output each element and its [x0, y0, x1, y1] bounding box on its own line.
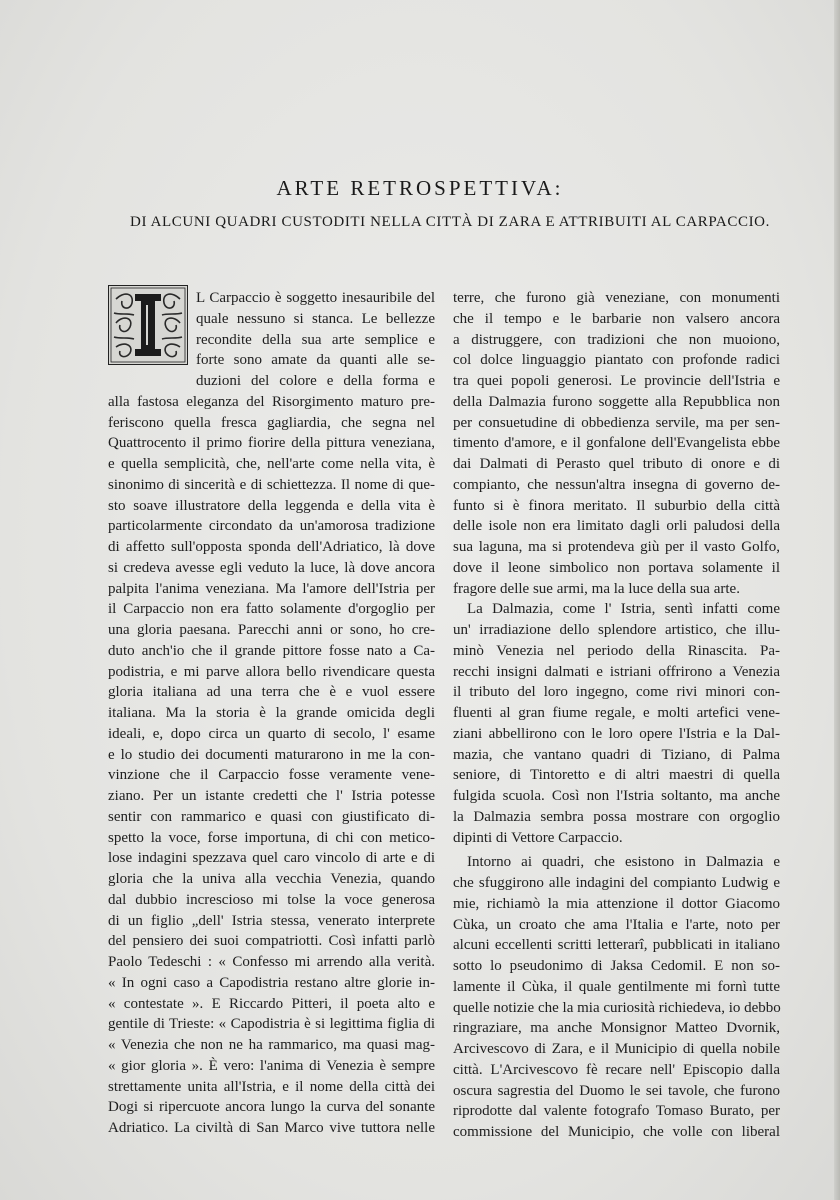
text-line: feriscono quella fresca gagliardia, che segna nel [108, 414, 435, 431]
text-line: quale nessuno si stanca. Le bellezze [196, 310, 435, 327]
text-line: città. L'Arcivescovo fè recare nell' Episcopio dalla [453, 1061, 780, 1078]
text-line: Arcivescovo di Zara, e il Municipio di quella nobile [453, 1041, 780, 1057]
text-line: sinonimo di sincerità e di schiettezza. Il nome di que- [108, 476, 435, 493]
text-line: palpita l'anima veneziana. Ma l'amore dell'Istria per [108, 580, 435, 597]
text-line: riprodotte dal valente fotografo Tomaso Burato, per [453, 1103, 780, 1120]
text-line: del pensiero dei suoi compatriotti. Così infatti parlò [108, 933, 435, 950]
text-line: gloria che la univa alla vecchia Venezia, quando [108, 871, 435, 887]
text-line: una gloria paesana. Parecchi anni or sono, ho cre- [108, 622, 435, 638]
text-line: commissione del Municipio, che volle con liberal [453, 1124, 780, 1140]
text-line: della Dalmazia furono soggette alla Repubblica non [453, 393, 780, 410]
text-line: lose indagini spezzava quel caro vincolo di arte e di [108, 850, 435, 867]
text-line: col dolce linguaggio piantato con profonde radici [453, 352, 780, 369]
text-line: ziani abbellirono con le loro opere l'Istria e la Dal- [453, 725, 780, 742]
text-line: recondite della sua arte semplice e [196, 331, 435, 348]
text-line: lamente il Cùka, il quale gentilmente mi fornì tutte [453, 978, 780, 995]
text-line: il tributo del loro ingegno, come rivi minori con- [453, 684, 780, 701]
text-line: di un figlio „dell' Istria stessa, venerato interprete [108, 912, 435, 929]
text-line: Cùka, un croato che ama l'Italia e l'arte, noto per [453, 916, 780, 933]
text-line: forte sono amate da quanti alle se- [196, 352, 435, 369]
text-line: sua laguna, ma si protendeva giù per il vasto Golfo, [453, 539, 780, 555]
text-line: mazia, che vantano quadri di Tiziano, di Palma [453, 746, 780, 763]
text-line: recchi insigni dalmati e istriani offrirono a Venezia [453, 663, 780, 680]
text-line: terre, che furono già veneziane, con monumenti [453, 290, 780, 306]
text-line: « gior gloria ». È vero: l'anima di Venezia è sempre [108, 1057, 435, 1074]
text-line: gloria italiana ad una terra che è e vuol essere [108, 684, 435, 701]
text-line: compianto, che nessun'altra insegna di governo de- [453, 476, 780, 493]
text-line: ringraziare, ma anche Monsignor Matteo Dvornik, [453, 1020, 780, 1037]
text-line: a distruggere, con tradizioni che non muoiono, [453, 331, 780, 348]
text-line: sentir con rammarico e quasi con giustificato di- [108, 808, 435, 825]
text-line: dipinti di Vettore Carpaccio. [453, 829, 623, 846]
text-line: tra quei popoli generosi. Le provincie dell'Istria e [453, 373, 780, 389]
left-column [108, 288, 435, 1139]
text-line: funto si è finora meritato. Il suburbio della città [453, 497, 780, 514]
text-line: dal dubbio increscioso mi tolse la voce generosa [108, 891, 435, 908]
text-line: che il tempo e le barbarie non valsero ancora [453, 310, 780, 327]
text-line: seniore, di Tintoretto e di altri maestri di quella [453, 767, 780, 784]
text-line: timento d'amore, e il gonfalone dell'Evangelista ebbe [453, 435, 780, 452]
text-line: dove il leone simbolico non portava solamente il [453, 559, 780, 576]
text-line: duzioni del colore e della forma e [196, 373, 435, 389]
text-line: alcuni eccellenti scritti letterarî, pubblicati in italiano [453, 937, 780, 954]
text-line: Paolo Tedeschi : « Confesso mi arrendo alla verità. [108, 954, 435, 970]
text-line: quelle notizie che la mia curiosità richiedeva, io debbo [453, 999, 781, 1016]
article-title: ARTE RETROSPETTIVA: [276, 176, 564, 200]
text-line: gentile di Trieste: « Capodistria è si legittima figlia di [108, 1016, 435, 1033]
text-line: e lo studio dei documenti maturarono in me la con- [108, 746, 435, 763]
text-line: un' irradiazione dello splendore artistico, che illu- [453, 622, 780, 638]
text-line: il Carpaccio non era fatto solamente d'orgoglio per [108, 601, 435, 618]
text-line: fragore delle sue armi, ma la luce della sua arte. [453, 580, 740, 597]
text-line: particolarmente circondato da un'amorosa tradizione [108, 518, 435, 535]
text-line: duto anch'io che il grande pittore fosse nato a Ca- [108, 642, 435, 659]
text-line: « Venezia che non ne ha rammarico, ma quasi mag- [108, 1037, 435, 1053]
text-line: Dogi si ripercuote ancora lungo la curva del sonante [108, 1099, 435, 1116]
text-line: sto soave illustratore della leggenda e della vita è [108, 497, 435, 514]
text-line: Quattrocento il primo fiorire della pittura veneziana, [108, 435, 435, 452]
text-line: fulgida scuola. Così non l'Istria soltanto, ma anche [453, 788, 780, 804]
text-line: italiana. Ma la storia è la grande omicida degli [108, 705, 435, 721]
text-line: di affetto sull'opposta sponda dell'Adriatico, là dove [108, 539, 435, 555]
text-line: dai Dalmati di Perasto quel tributo di onore e di [453, 456, 780, 472]
text-line: La Dalmazia, come l' Istria, sentì infatti come [467, 601, 780, 618]
text-line: e quella semplicità, che, nell'arte come nella vita, è [108, 456, 435, 472]
right-column [453, 288, 780, 1143]
text-line: Adriatico. La civiltà di San Marco vive tuttora nelle [108, 1120, 435, 1136]
text-line: spetto la voce, forse importuna, di chi con metico- [108, 829, 435, 846]
text-line: sotto lo pseudonimo di Jaksa Cedomil. E non so- [453, 958, 780, 974]
text-line: che sfuggirono alle indagini del compianto Ludwig e [453, 875, 780, 891]
text-line: Intorno ai quadri, che esistono in Dalmazia e [467, 854, 780, 871]
text-line: mie, richiamò la mia attenzione il dottor Giacomo [453, 895, 780, 912]
article-subtitle: DI ALCUNI QUADRI CUSTODITI NELLA CITTÀ DI ZARA E ATTRIBUITI AL CARPACCIO. [130, 214, 770, 230]
text-line: la Dalmazia sembra possa mostrare con orgoglio [453, 808, 780, 825]
text-line: L Carpaccio è soggetto inesauribile del [196, 290, 435, 306]
text-line: vinzione che il Carpaccio fosse veramente vene- [108, 767, 435, 784]
text-line: « contestate ». E Riccardo Pitteri, il poeta alto e [108, 995, 435, 1012]
text-line: si credeva avesse egli veduto la luce, là dove ancora [108, 559, 435, 576]
text-line: fluenti al gran fiume regale, e molti artefici vene- [453, 705, 780, 721]
text-line: strettamente unita all'Istria, e il nome della città dei [108, 1078, 435, 1095]
text-line: oscura sagrestia del Duomo le sei tavole, che furono [453, 1082, 780, 1099]
text-line: podistria, e mi parve allora bello rivendicare questa [108, 663, 435, 680]
text-line: per consuetudine di obbedienza servile, ma per sen- [453, 414, 780, 431]
text-line: ideali, e, dopo circa un quarto di secolo, l' esame [108, 725, 435, 742]
text-line: « In ogni caso a Capodistria restano altre glorie in- [108, 974, 435, 991]
text-line: minò Venezia nel periodo della Rinascita. Pa- [453, 642, 780, 659]
text-line: delle isole non era limitato dagli orli paludosi della [453, 518, 780, 535]
text-line: ziano. Per un istante credetti che l' Istria potesse [108, 788, 435, 804]
text-line: alla fastosa eleganza del Risorgimento maturo pre- [108, 393, 435, 410]
